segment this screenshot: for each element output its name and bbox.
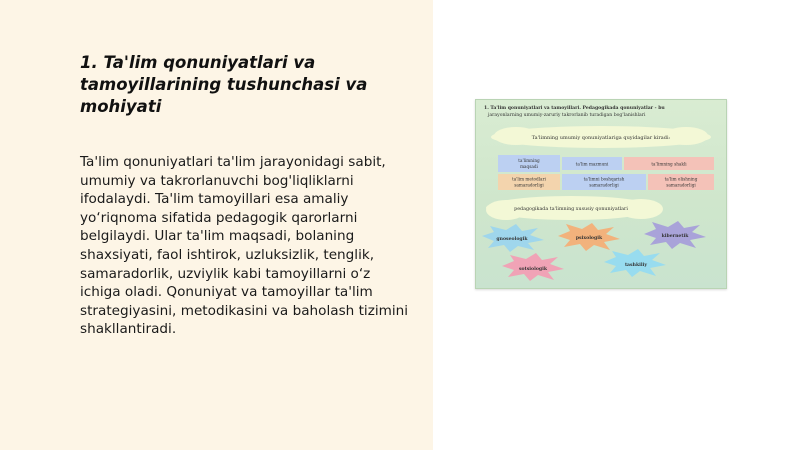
law-box bbox=[498, 174, 560, 190]
law-box-line1: ta'lim olishning bbox=[664, 176, 698, 182]
star-shape bbox=[482, 224, 544, 252]
slide-title: 1. Ta'lim qonuniyatlari va tamoyillarining tushunchasi va mohiyati bbox=[80, 53, 368, 116]
star-label: tashkiliy bbox=[624, 263, 648, 268]
law-box bbox=[624, 157, 714, 170]
law-box-line2: samaradorligi bbox=[514, 182, 544, 188]
law-box-line1: ta'limning shakli bbox=[651, 161, 687, 167]
figure-header-line1: 1. Ta'lim qonuniyatlari va tamoyillari. Pedagogikada qonuniyatlar - bu bbox=[484, 106, 665, 111]
banner-text: Ta'limning umumiy qonuniyatlariga quyidagilar kiradi: bbox=[531, 135, 671, 141]
diagram-image bbox=[475, 99, 727, 289]
law-box bbox=[562, 174, 646, 190]
cloud-text: pedagogikada ta'limning xususiy qonuniyatlari bbox=[514, 207, 628, 212]
law-box-line2: samaradorligi bbox=[589, 182, 619, 188]
law-box-line1: ta'lim mazmuni bbox=[575, 161, 609, 167]
law-box-line1: ta'limning bbox=[518, 158, 540, 163]
law-box-line2: samaradorligi bbox=[666, 182, 696, 188]
diagram-svg bbox=[476, 100, 726, 288]
law-box bbox=[648, 174, 714, 190]
star-shape bbox=[502, 253, 564, 281]
banner-cloud bbox=[491, 126, 711, 148]
law-box-line1: ta'lim metodlari bbox=[512, 176, 546, 182]
star-label: sotsiologik bbox=[518, 267, 548, 272]
star-label: kibernetik bbox=[661, 234, 689, 239]
law-box bbox=[498, 155, 560, 172]
slide-body: Ta'lim qonuniyatlari ta'lim jarayonidagi sabit, umumiy va takrorlanuvchi bog'liqliklarni ifodalaydi. Ta'lim tamoyillari esa amaliy yo‘riqnoma sifatida pedagogik qarorlarni belgilaydi. Ular ta'lim maqsadi, bolaning shaxsiyati, faol ishtirok, uzluksizlik, tenglik, samaradorlik, uzviylik kabi tamoyillarni o‘z ichiga oladi. Qonuniyat va tamoyillar ta'lim strategiyasini, metodikasini va baholash tizimini shakllantiradi. bbox=[80, 154, 409, 338]
star-label: gnoseologik bbox=[496, 237, 528, 242]
star-label: psixologik bbox=[575, 236, 603, 241]
specific-laws-cloud bbox=[486, 196, 663, 220]
figure-header-line2: jarayonlarning umumiy-zaruriy takrorlanib turadigan bog'lanishlari bbox=[488, 113, 646, 118]
law-box bbox=[562, 157, 622, 170]
star-shape bbox=[604, 249, 666, 277]
law-box-line1: ta'limni boshqarish bbox=[583, 176, 625, 182]
law-box-line2: maqsadi bbox=[520, 164, 538, 169]
star-shape bbox=[558, 223, 620, 251]
star-shape bbox=[644, 221, 706, 249]
